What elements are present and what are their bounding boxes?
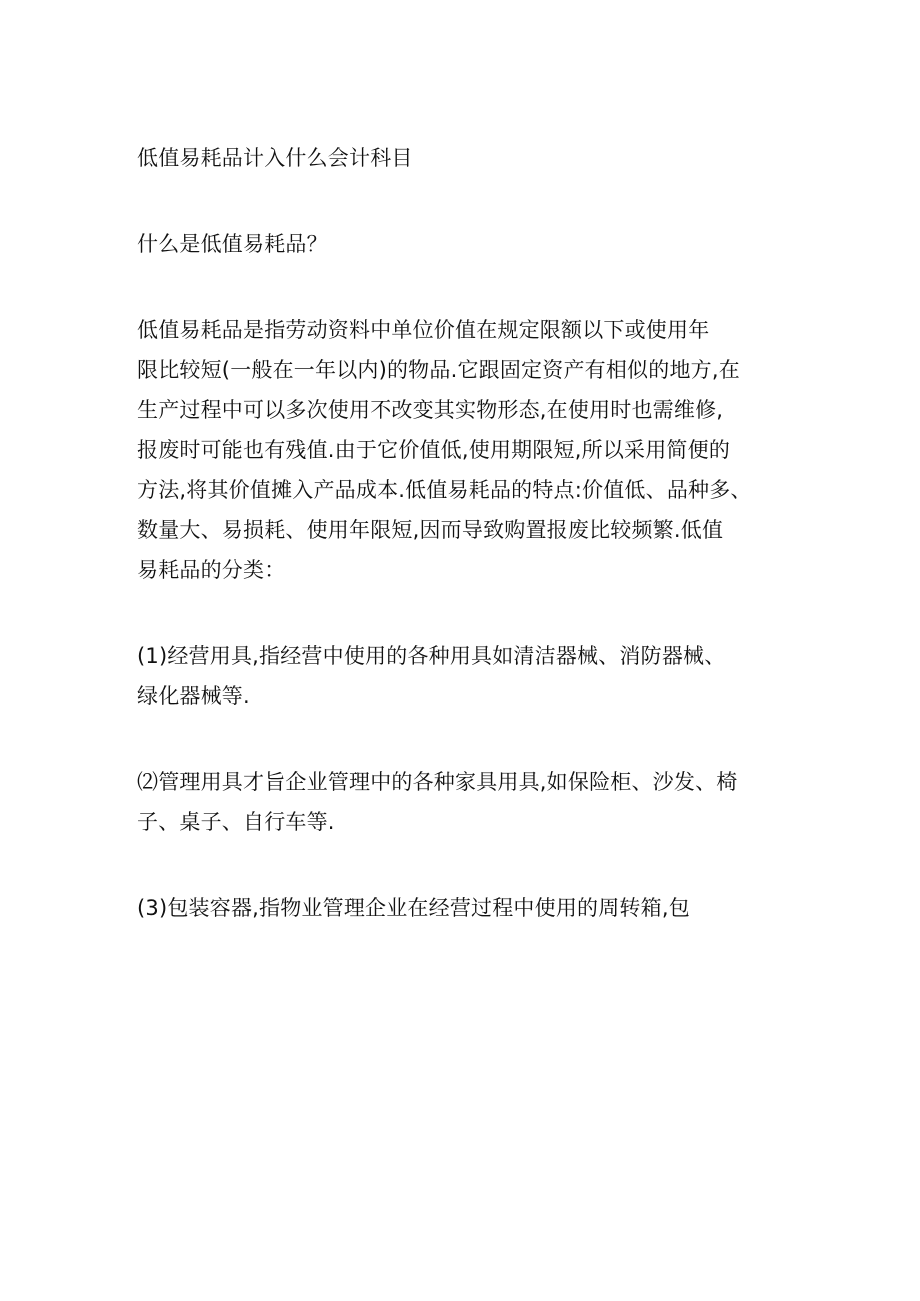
document-title: 低值易耗品计入什么会计科目	[137, 146, 413, 170]
paragraph-line: 绿化器械等.	[137, 684, 250, 708]
section-heading: 什么是低值易耗品？	[137, 232, 328, 256]
paragraph-line: 低值易耗品是指劳动资料中单位价值在规定限额以下或使用年	[137, 318, 710, 342]
paragraph-line: (1)经营用具,指经营中使用的各种用具如清洁器械、消防器械、	[137, 644, 726, 668]
paragraph-line: 报废时可能也有残值.由于它价值低,使用期限短,所以采用简便的	[137, 438, 731, 462]
paragraph-line: 方法,将其价值摊入产品成本.低值易耗品的特点:价值低、品种多、	[137, 478, 752, 502]
document-body	[137, 138, 797, 974]
paragraph-line: 生产过程中可以多次使用不改变其实物形态,在使用时也需维修,	[137, 398, 724, 422]
intro-paragraph	[137, 310, 797, 590]
list-item-management-tools	[137, 762, 797, 842]
paragraph-line: 易耗品的分类：	[137, 558, 286, 582]
list-item-packaging-containers	[137, 888, 797, 928]
paragraph-line: 子、桌子、自行车等.	[137, 810, 335, 834]
paragraph-line: 限比较短(一般在一年以内)的物品.它跟固定资产有相似的地方,在	[137, 358, 740, 382]
list-item-operating-tools	[137, 636, 797, 716]
paragraph-line: ⑵管理用具才旨企业管理中的各种家具用具,如保险柜、沙发、椅	[137, 770, 738, 794]
paragraph-line: 数量大、易损耗、使用年限短,因而导致购置报废比较频繁.低值	[137, 518, 724, 542]
paragraph-line: (3)包装容器,指物业管理企业在经营过程中使用的周转箱,包	[137, 896, 690, 920]
